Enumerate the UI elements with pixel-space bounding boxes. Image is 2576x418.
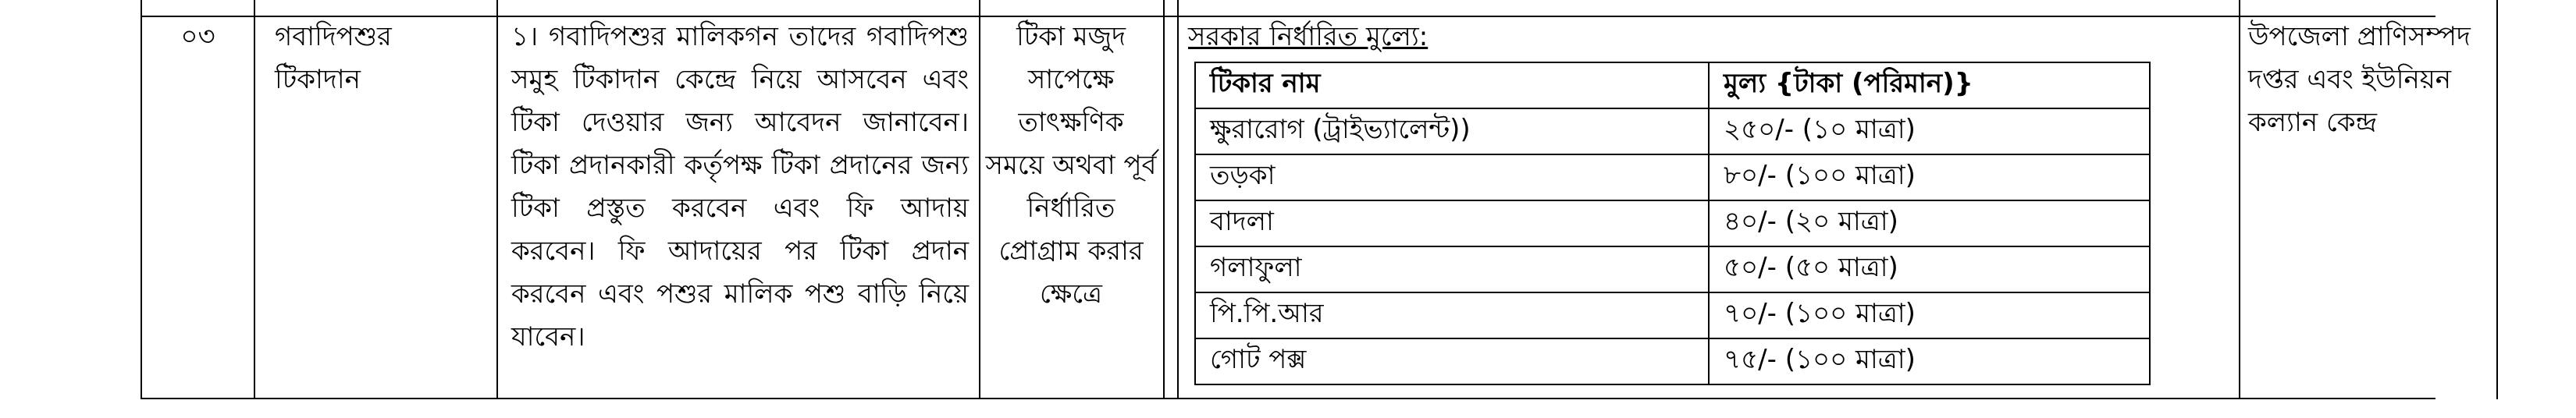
col-divider-5: [1163, 0, 1165, 399]
fee-table-row: [1195, 200, 2150, 246]
col-divider-2: [254, 0, 255, 399]
serial-cell: ০৩: [180, 21, 215, 52]
col-divider-3: [496, 0, 498, 399]
vaccine-price: ২৫০/- (১০ মাত্রা): [1709, 108, 2150, 154]
vaccine-price: ৮০/- (১০০ মাত্রা): [1709, 154, 2150, 200]
fee-table-header: মুল্য {টাকা (পরিমান)}: [1709, 62, 2150, 108]
fee-caption: সরকার নির্ধারিত মুল্যে:: [1188, 21, 1429, 52]
vaccine-name: তড়কা: [1195, 154, 1709, 200]
vaccine-name: ক্ষুরারোগ (ট্রাইভ্যালেন্ট)): [1195, 108, 1709, 154]
col-divider-1: [141, 0, 142, 399]
fee-table-row: [1195, 338, 2150, 384]
col-divider-7: [2239, 0, 2240, 399]
fee-table-row: [1195, 292, 2150, 338]
vaccine-price: ৪০/- (২০ মাত্রা): [1709, 200, 2150, 246]
bottom-border: [141, 398, 2435, 399]
col-divider-8: [2496, 0, 2498, 399]
vaccine-price: ৭৫/- (১০০ মাত্রা): [1709, 338, 2150, 384]
procedure-cell: [511, 16, 969, 359]
responsible-office-cell: উপজেলা প্রাণিসম্পদ দপ্তর এবং ইউনিয়ন কল্যান কেন্দ্র: [2248, 21, 2471, 138]
procedure-text: ১। গবাদিপশুর মালিকগন তাদের গবাদিপশু সমুহ টিকাদান কেন্দ্রে নিয়ে আসবেন এবং টিকা দেওয়ার জন্য আবেদন জানাবেন। টিকা প্রদানকারী কর্তৃপক্ষ টিকা প্রদানের জন্য টিকা প্রস্তুত করবেন এবং ফি আদায় করবেন। ফি আদায়ের পর টিকা প্রদান করবেন এবং পশুর মালিক পশু বাড়ি নিয়ে যাবেন।: [511, 21, 969, 352]
col-divider-6: [1177, 0, 1179, 399]
fee-table-header: টিকার নাম: [1195, 62, 1709, 108]
service-name-cell: গবাদিপশুর টিকাদান: [275, 21, 392, 95]
timeframe-cell: টিকা মজুদ সাপেক্ষে তাৎক্ষণিক সময়ে অথবা পূর্ব নির্ধারিত প্রোগ্রাম করার ক্ষেত্রে: [985, 21, 1157, 310]
fee-table-header-row: [1195, 62, 2150, 108]
vaccine-name: গলাফুলা: [1195, 246, 1709, 292]
vaccine-price: ৫০/- (৫০ মাত্রা): [1709, 246, 2150, 292]
vaccine-name: বাদলা: [1195, 200, 1709, 246]
fee-table-row: [1195, 246, 2150, 292]
vaccine-price: ৭০/- (১০০ মাত্রা): [1709, 292, 2150, 338]
fee-table: [1194, 62, 2151, 385]
vaccine-name: গোট পক্স: [1195, 338, 1709, 384]
vaccine-name: পি.পি.আর: [1195, 292, 1709, 338]
col-divider-4: [979, 0, 980, 399]
fee-table-row: [1195, 154, 2150, 200]
fee-table-row: [1195, 108, 2150, 154]
